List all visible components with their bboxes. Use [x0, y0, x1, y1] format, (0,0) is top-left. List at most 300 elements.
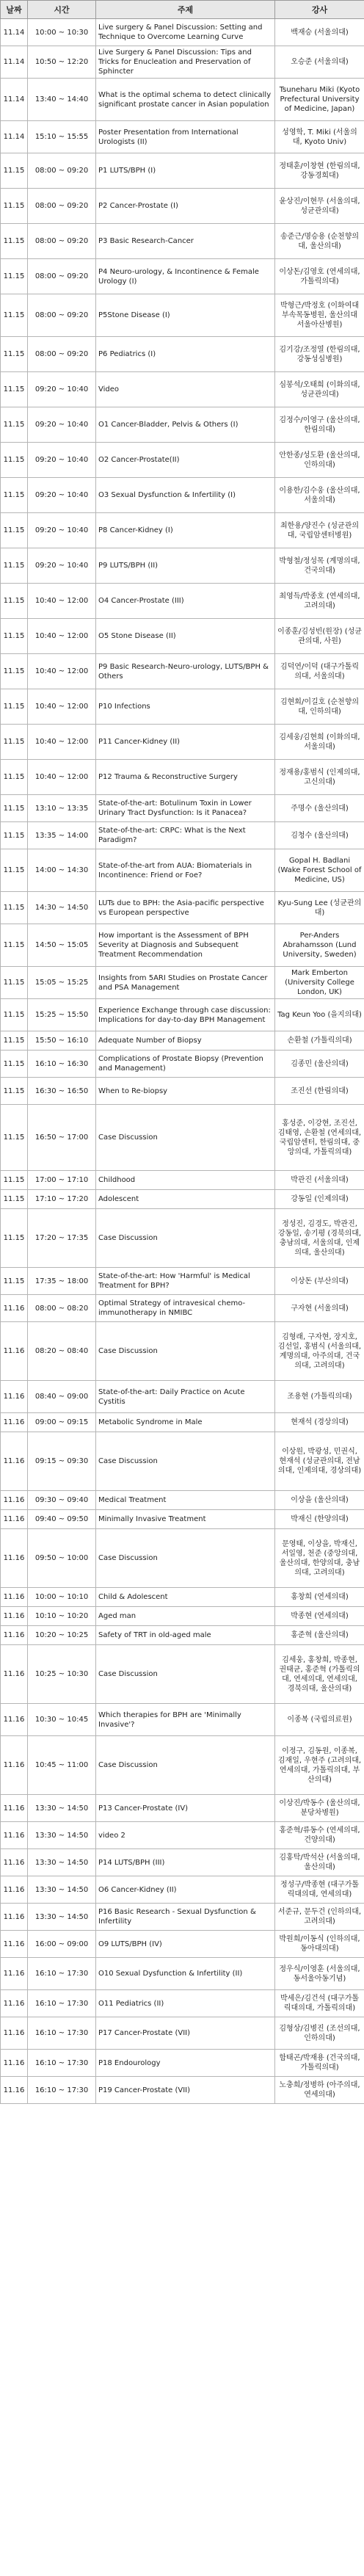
speaker-cell: 노충희/정병하 (아주의대, 연세의대) — [275, 2077, 364, 2104]
topic-cell: P14 LUTS/BPH (III) — [96, 1849, 275, 1876]
speaker-cell: Per-Anders Abrahamsson (Lund University, Sweden) — [275, 924, 364, 967]
speaker-cell: 김홍탁/박석산 (서울의대, 울산의대) — [275, 1849, 364, 1876]
date-cell: 11.15 — [1, 924, 28, 967]
topic-cell: P8 Cancer-Kidney (I) — [96, 513, 275, 548]
table-row — [1, 548, 364, 584]
date-cell: 11.16 — [1, 1432, 28, 1491]
topic-cell: O11 Pediatrics (II) — [96, 1990, 275, 2017]
table-row — [1, 294, 364, 337]
speaker-cell: 최영득/박종호 (연세의대, 고려의대) — [275, 584, 364, 619]
date-cell: 11.15 — [1, 999, 28, 1031]
time-cell: 16:10 ~ 17:30 — [28, 1990, 96, 2017]
topic-cell: When to Re-biopsy — [96, 1078, 275, 1105]
table-row — [1, 1322, 364, 1381]
date-cell: 11.16 — [1, 2017, 28, 2050]
topic-cell: Which therapies for BPH are 'Minimally Invasive'? — [96, 1704, 275, 1736]
time-cell: 08:00 ~ 09:20 — [28, 224, 96, 259]
table-row — [1, 478, 364, 513]
topic-cell: Medical Treatment — [96, 1491, 275, 1510]
table-row — [1, 153, 364, 189]
speaker-cell: 정재용/홍범식 (인제의대, 고신의대) — [275, 760, 364, 795]
speaker-cell: Gopal H. Badlani (Wake Forest School of Medicine, US) — [275, 849, 364, 892]
topic-cell: Childhood — [96, 1171, 275, 1190]
table-row — [1, 513, 364, 548]
speaker-cell: 오승준 (서울의대) — [275, 46, 364, 79]
speaker-cell: 정성구/박종현 (대구가톨릭대의대, 연세의대) — [275, 1876, 364, 1904]
date-cell: 11.15 — [1, 725, 28, 760]
topic-cell: What is the optimal schema to detect clinically significant prostate cancer in Asian population — [96, 79, 275, 121]
table-row — [1, 19, 364, 46]
topic-cell: O6 Cancer-Kidney (II) — [96, 1876, 275, 1904]
date-cell: 11.15 — [1, 224, 28, 259]
speaker-cell: 이상돈 (부산의대) — [275, 1268, 364, 1295]
table-row — [1, 1876, 364, 1904]
time-cell: 08:00 ~ 09:20 — [28, 337, 96, 372]
topic-cell: video 2 — [96, 1822, 275, 1849]
date-cell: 11.15 — [1, 584, 28, 619]
table-row — [1, 1268, 364, 1295]
table-row — [1, 1105, 364, 1171]
date-cell: 11.16 — [1, 2050, 28, 2077]
date-cell: 11.15 — [1, 892, 28, 924]
table-row — [1, 1795, 364, 1822]
topic-cell: Child & Adolescent — [96, 1588, 275, 1607]
speaker-cell: 홍준혁/류동수 (연세의대, 건양의대) — [275, 1822, 364, 1849]
date-cell: 11.15 — [1, 153, 28, 189]
time-cell: 14:00 ~ 14:30 — [28, 849, 96, 892]
speaker-cell: 심봉석/오태희 (이화의대, 성균관의대) — [275, 372, 364, 407]
speaker-cell: 주명수 (울산의대) — [275, 795, 364, 822]
time-cell: 17:00 ~ 17:10 — [28, 1171, 96, 1190]
topic-cell: How important is the Assessment of BPH Severity at Diagnosis and Subsequent Treatment Recommendation — [96, 924, 275, 967]
time-cell: 09:20 ~ 10:40 — [28, 443, 96, 478]
table-row — [1, 760, 364, 795]
time-cell: 15:10 ~ 15:55 — [28, 121, 96, 153]
table-row — [1, 1209, 364, 1268]
time-cell: 13:30 ~ 14:50 — [28, 1849, 96, 1876]
topic-cell: P3 Basic Research-Cancer — [96, 224, 275, 259]
topic-cell: Aged man — [96, 1607, 275, 1626]
table-row — [1, 337, 364, 372]
table-row — [1, 1051, 364, 1078]
topic-cell: P5Stone Disease (I) — [96, 294, 275, 337]
topic-cell: P13 Cancer-Prostate (IV) — [96, 1795, 275, 1822]
time-cell: 10:10 ~ 10:20 — [28, 1607, 96, 1626]
topic-cell: P19 Cancer-Prostate (VII) — [96, 2077, 275, 2104]
table-row — [1, 1822, 364, 1849]
speaker-cell: 송준근/명승용 (순천향의대, 울산의대) — [275, 224, 364, 259]
time-cell: 09:50 ~ 10:00 — [28, 1529, 96, 1588]
time-cell: 09:20 ~ 10:40 — [28, 478, 96, 513]
date-cell: 11.15 — [1, 189, 28, 224]
time-cell: 16:10 ~ 17:30 — [28, 2050, 96, 2077]
date-cell: 11.15 — [1, 443, 28, 478]
table-row — [1, 654, 364, 689]
table-row — [1, 619, 364, 654]
table-row — [1, 584, 364, 619]
speaker-cell: 정성진, 김경도, 박관진, 강동일, 송기평 (경북의대, 충남의대, 서울의대, 인제의대, 울산의대) — [275, 1209, 364, 1268]
speaker-cell: 구자현 (서울의대) — [275, 1295, 364, 1322]
header-time: 시간 — [28, 1, 96, 19]
date-cell: 11.15 — [1, 407, 28, 443]
time-cell: 10:20 ~ 10:25 — [28, 1626, 96, 1645]
time-cell: 08:00 ~ 09:20 — [28, 189, 96, 224]
topic-cell: P18 Endourology — [96, 2050, 275, 2077]
table-row — [1, 1990, 364, 2017]
speaker-cell: 김형래, 구자현, 장지호, 김선일, 홍범식 (서울의대, 계명의대, 아주의대, 건국의대, 고려의대) — [275, 1322, 364, 1381]
topic-cell: Metabolic Syndrome in Male — [96, 1413, 275, 1432]
topic-cell: Case Discussion — [96, 1105, 275, 1171]
speaker-cell: 정우식/이영훈 (서울의대, 동서울아동기념) — [275, 1958, 364, 1990]
topic-cell: Case Discussion — [96, 1645, 275, 1704]
time-cell: 16:50 ~ 17:00 — [28, 1105, 96, 1171]
table-row — [1, 967, 364, 999]
date-cell: 11.16 — [1, 1413, 28, 1432]
date-cell: 11.15 — [1, 1268, 28, 1295]
speaker-cell: 김정수/이영구 (울산의대, 한림의대) — [275, 407, 364, 443]
topic-cell: Adolescent — [96, 1190, 275, 1209]
time-cell: 10:40 ~ 12:00 — [28, 760, 96, 795]
topic-cell: Optimal Strategy of intravesical chemo-immunotherapy in NMIBC — [96, 1295, 275, 1322]
topic-cell: P12 Trauma & Reconstructive Surgery — [96, 760, 275, 795]
time-cell: 14:30 ~ 14:50 — [28, 892, 96, 924]
table-row — [1, 1295, 364, 1322]
date-cell: 11.16 — [1, 1931, 28, 1958]
topic-cell: O9 LUTS/BPH (IV) — [96, 1931, 275, 1958]
time-cell: 15:50 ~ 16:10 — [28, 1031, 96, 1051]
date-cell: 11.15 — [1, 1051, 28, 1078]
topic-cell: P6 Pediatrics (I) — [96, 337, 275, 372]
topic-cell: LUTs due to BPH: the Asia-pacific perspective vs European perspective — [96, 892, 275, 924]
table-row — [1, 1958, 364, 1990]
time-cell: 08:00 ~ 09:20 — [28, 153, 96, 189]
speaker-cell: 홍창희 (연세의대) — [275, 1588, 364, 1607]
table-row — [1, 725, 364, 760]
time-cell: 13:40 ~ 14:40 — [28, 79, 96, 121]
date-cell: 11.15 — [1, 689, 28, 725]
topic-cell: O5 Stone Disease (II) — [96, 619, 275, 654]
speaker-cell: 현재석 (경상의대) — [275, 1413, 364, 1432]
time-cell: 09:20 ~ 10:40 — [28, 548, 96, 584]
speaker-cell: 정태훈/이창현 (한림의대, 강동경희대) — [275, 153, 364, 189]
speaker-cell: 이정구, 김동원, 이종복, 김재일, 우현주 (고려의대, 연세의대, 가톨릭의대, 부산의대) — [275, 1736, 364, 1795]
speaker-cell: 이종훈/김성빈(원장) (성균관의대, 사원) — [275, 619, 364, 654]
topic-cell: Experience Exchange through case discussion: Implications for day-to-day BPH Management — [96, 999, 275, 1031]
date-cell: 11.16 — [1, 1607, 28, 1626]
header-speaker: 강사 — [275, 1, 364, 19]
table-row — [1, 121, 364, 153]
table-row — [1, 443, 364, 478]
time-cell: 14:50 ~ 15:05 — [28, 924, 96, 967]
time-cell: 09:20 ~ 10:40 — [28, 407, 96, 443]
topic-cell: O1 Cancer-Bladder, Pelvis & Others (I) — [96, 407, 275, 443]
date-cell: 11.16 — [1, 1822, 28, 1849]
speaker-cell: 이용한/김수웅 (울산의대, 서울의대) — [275, 478, 364, 513]
speaker-cell: 이종복 (국립의료원) — [275, 1704, 364, 1736]
date-cell: 11.15 — [1, 760, 28, 795]
time-cell: 17:35 ~ 18:00 — [28, 1268, 96, 1295]
time-cell: 08:00 ~ 09:20 — [28, 294, 96, 337]
date-cell: 11.16 — [1, 2077, 28, 2104]
time-cell: 09:30 ~ 09:40 — [28, 1491, 96, 1510]
date-cell: 11.16 — [1, 1704, 28, 1736]
table-row — [1, 924, 364, 967]
table-row — [1, 2050, 364, 2077]
topic-cell: State-of-the-art: CRPC: What is the Next Paradigm? — [96, 822, 275, 849]
date-cell: 11.15 — [1, 513, 28, 548]
speaker-cell: 조용현 (가톨릭의대) — [275, 1381, 364, 1413]
table-row — [1, 189, 364, 224]
time-cell: 16:10 ~ 16:30 — [28, 1051, 96, 1078]
speaker-cell: 문영태, 이상을, 박재신, 서일영, 천준 (중앙의대, 울산의대, 한양의대, 충남의대, 고려의대) — [275, 1529, 364, 1588]
topic-cell: P17 Cancer-Prostate (VII) — [96, 2017, 275, 2050]
time-cell: 10:00 ~ 10:10 — [28, 1588, 96, 1607]
time-cell: 10:50 ~ 12:20 — [28, 46, 96, 79]
date-cell: 11.15 — [1, 372, 28, 407]
speaker-cell: 강동일 (인제의대) — [275, 1190, 364, 1209]
time-cell: 09:40 ~ 09:50 — [28, 1510, 96, 1529]
topic-cell: Complications of Prostate Biopsy (Prevention and Management) — [96, 1051, 275, 1078]
speaker-cell: 성영학, T. Miki (서울의대, Kyoto Univ) — [275, 121, 364, 153]
topic-cell: Poster Presentation from International Urologists (II) — [96, 121, 275, 153]
time-cell: 10:40 ~ 12:00 — [28, 654, 96, 689]
time-cell: 10:45 ~ 11:00 — [28, 1736, 96, 1795]
date-cell: 11.16 — [1, 1510, 28, 1529]
topic-cell: Video — [96, 372, 275, 407]
time-cell: 17:20 ~ 17:35 — [28, 1209, 96, 1268]
table-row — [1, 892, 364, 924]
time-cell: 10:30 ~ 10:45 — [28, 1704, 96, 1736]
speaker-cell: 박관진 (서울의대) — [275, 1171, 364, 1190]
speaker-cell: 박세은/김건석 (대구가톨릭대의대, 가톨릭의대) — [275, 1990, 364, 2017]
header-topic: 주제 — [96, 1, 275, 19]
speaker-cell: 안한종/성도환 (울산의대, 인하의대) — [275, 443, 364, 478]
date-cell: 11.16 — [1, 1491, 28, 1510]
topic-cell: Insights from 5ARI Studies on Prostate Cancer and PSA Management — [96, 967, 275, 999]
time-cell: 16:10 ~ 17:30 — [28, 2017, 96, 2050]
time-cell: 10:40 ~ 12:00 — [28, 584, 96, 619]
date-cell: 11.15 — [1, 294, 28, 337]
date-cell: 11.16 — [1, 1626, 28, 1645]
topic-cell: P16 Basic Research - Sexual Dysfunction & Infertility — [96, 1904, 275, 1931]
date-cell: 11.16 — [1, 1904, 28, 1931]
topic-cell: Live surgery & Panel Discussion: Setting and Technique to Overcome Learning Curve — [96, 19, 275, 46]
time-cell: 09:00 ~ 09:15 — [28, 1413, 96, 1432]
table-row — [1, 795, 364, 822]
topic-cell: O2 Cancer-Prostate(II) — [96, 443, 275, 478]
table-row — [1, 689, 364, 725]
speaker-cell: 박형철/정성목 (계명의대, 건국의대) — [275, 548, 364, 584]
time-cell: 10:40 ~ 12:00 — [28, 725, 96, 760]
date-cell: 11.15 — [1, 619, 28, 654]
time-cell: 16:10 ~ 17:30 — [28, 1958, 96, 1990]
table-row — [1, 1607, 364, 1626]
table-row — [1, 1171, 364, 1190]
topic-cell: Safety of TRT in old-aged male — [96, 1626, 275, 1645]
speaker-cell: 김세웅/김현희 (이화의대, 서울의대) — [275, 725, 364, 760]
table-row — [1, 1704, 364, 1736]
table-row — [1, 999, 364, 1031]
time-cell: 13:30 ~ 14:50 — [28, 1904, 96, 1931]
date-cell: 11.15 — [1, 548, 28, 584]
speaker-cell: 박형근/박정호 (이화여대부속목동병원, 울산의대 서울아산병원) — [275, 294, 364, 337]
topic-cell: O3 Sexual Dysfunction & Infertility (I) — [96, 478, 275, 513]
table-row — [1, 1529, 364, 1588]
time-cell: 08:20 ~ 08:40 — [28, 1322, 96, 1381]
topic-cell: Case Discussion — [96, 1432, 275, 1491]
topic-cell: O4 Cancer-Prostate (III) — [96, 584, 275, 619]
speaker-cell: Tag Keun Yoo (을지의대) — [275, 999, 364, 1031]
topic-cell: P1 LUTS/BPH (I) — [96, 153, 275, 189]
header-row — [1, 1, 364, 19]
date-cell: 11.16 — [1, 1295, 28, 1322]
date-cell: 11.16 — [1, 1588, 28, 1607]
speaker-cell: 박재신 (한양의대) — [275, 1510, 364, 1529]
table-row — [1, 849, 364, 892]
speaker-cell: 김덕연/이덕 (대구가톨릭의대, 서울의대) — [275, 654, 364, 689]
table-row — [1, 1588, 364, 1607]
time-cell: 16:30 ~ 16:50 — [28, 1078, 96, 1105]
table-row — [1, 46, 364, 79]
speaker-cell: 김청수 (울산의대) — [275, 822, 364, 849]
speaker-cell: 김형상/김병진 (조선의대, 인하의대) — [275, 2017, 364, 2050]
speaker-cell: 박종현 (연세의대) — [275, 1607, 364, 1626]
speaker-cell: 최한용/양진수 (성균관의대, 국립암센터병원) — [275, 513, 364, 548]
date-cell: 11.14 — [1, 121, 28, 153]
table-row — [1, 1736, 364, 1795]
topic-cell: P10 Infections — [96, 689, 275, 725]
speaker-cell: 김종민 (울산의대) — [275, 1051, 364, 1078]
table-row — [1, 224, 364, 259]
date-cell: 11.16 — [1, 1990, 28, 2017]
table-row — [1, 1190, 364, 1209]
table-row — [1, 1510, 364, 1529]
date-cell: 11.16 — [1, 1322, 28, 1381]
topic-cell: P2 Cancer-Prostate (I) — [96, 189, 275, 224]
header-date: 날짜 — [1, 1, 28, 19]
date-cell: 11.14 — [1, 79, 28, 121]
table-row — [1, 407, 364, 443]
time-cell: 16:00 ~ 09:00 — [28, 1931, 96, 1958]
topic-cell: Case Discussion — [96, 1736, 275, 1795]
time-cell: 10:40 ~ 12:00 — [28, 619, 96, 654]
time-cell: 16:10 ~ 17:30 — [28, 2077, 96, 2104]
topic-cell: Adequate Number of Biopsy — [96, 1031, 275, 1051]
speaker-cell: Kyu-Sung Lee (성균관의대) — [275, 892, 364, 924]
time-cell: 13:30 ~ 14:50 — [28, 1822, 96, 1849]
time-cell: 13:30 ~ 14:50 — [28, 1795, 96, 1822]
time-cell: 10:00 ~ 10:30 — [28, 19, 96, 46]
table-row — [1, 2077, 364, 2104]
table-row — [1, 79, 364, 121]
table-row — [1, 1432, 364, 1491]
table-row — [1, 1078, 364, 1105]
topic-cell: State-of-the-art: Botulinum Toxin in Lower Urinary Tract Dysfunction: Is it Panacea? — [96, 795, 275, 822]
date-cell: 11.15 — [1, 1031, 28, 1051]
topic-cell: Case Discussion — [96, 1322, 275, 1381]
time-cell: 17:10 ~ 17:20 — [28, 1190, 96, 1209]
topic-cell: P4 Neuro-urology, & Incontinence & Female Urology (I) — [96, 259, 275, 294]
topic-cell: O10 Sexual Dysfunction & Infertility (II) — [96, 1958, 275, 1990]
date-cell: 11.15 — [1, 337, 28, 372]
table-row — [1, 1381, 364, 1413]
table-row — [1, 1645, 364, 1704]
date-cell: 11.16 — [1, 1736, 28, 1795]
date-cell: 11.16 — [1, 1958, 28, 1990]
date-cell: 11.15 — [1, 1190, 28, 1209]
speaker-cell: 홍성준, 이강현, 조진선, 김태영, 손환철 (연세의대, 국립암센터, 한림의대, 중앙의대, 가톨릭의대) — [275, 1105, 364, 1171]
table-row — [1, 822, 364, 849]
date-cell: 11.15 — [1, 478, 28, 513]
table-row — [1, 1031, 364, 1051]
table-row — [1, 372, 364, 407]
date-cell: 11.15 — [1, 1171, 28, 1190]
topic-cell: State-of-the-art from AUA: Biomaterials in Incontinence: Friend or Foe? — [96, 849, 275, 892]
time-cell: 10:25 ~ 10:30 — [28, 1645, 96, 1704]
table-row — [1, 1413, 364, 1432]
date-cell: 11.16 — [1, 1849, 28, 1876]
speaker-cell: 김현회/이길호 (순천향의대, 인하의대) — [275, 689, 364, 725]
speaker-cell: 이상을 (울산의대) — [275, 1491, 364, 1510]
date-cell: 11.15 — [1, 259, 28, 294]
topic-cell: Live Surgery & Panel Discussion: Tips and Tricks for Enucleation and Preservation of Sphincter — [96, 46, 275, 79]
table-row — [1, 1491, 364, 1510]
speaker-cell: 이상돈/김영호 (연세의대, 가톨릭의대) — [275, 259, 364, 294]
time-cell: 10:40 ~ 12:00 — [28, 689, 96, 725]
time-cell: 13:10 ~ 13:35 — [28, 795, 96, 822]
speaker-cell: 김세웅, 홍창희, 박종현, 권태균, 홍준혁 (가톨릭의대, 연세의대, 연세의대, 경북의대, 울산의대) — [275, 1645, 364, 1704]
time-cell: 09:20 ~ 10:40 — [28, 372, 96, 407]
speaker-cell: 윤상진/이현무 (서울의대, 성균관의대) — [275, 189, 364, 224]
date-cell: 11.15 — [1, 849, 28, 892]
table-row — [1, 1904, 364, 1931]
topic-cell: State-of-the-art: How 'Harmful' is Medical Treatment for BPH? — [96, 1268, 275, 1295]
date-cell: 11.14 — [1, 46, 28, 79]
date-cell: 11.16 — [1, 1529, 28, 1588]
table-row — [1, 1931, 364, 1958]
speaker-cell: 함태곤/박재용 (건국의대, 가톨릭의대) — [275, 2050, 364, 2077]
time-cell: 13:30 ~ 14:50 — [28, 1876, 96, 1904]
table-row — [1, 259, 364, 294]
speaker-cell: 손환철 (가톨릭의대) — [275, 1031, 364, 1051]
topic-cell: State-of-the-art: Daily Practice on Acute Cystitis — [96, 1381, 275, 1413]
time-cell: 09:20 ~ 10:40 — [28, 513, 96, 548]
date-cell: 11.16 — [1, 1381, 28, 1413]
speaker-cell: 조진선 (한림의대) — [275, 1078, 364, 1105]
speaker-cell: 이상진/박동수 (울산의대, 분당차병원) — [275, 1795, 364, 1822]
date-cell: 11.16 — [1, 1876, 28, 1904]
date-cell: 11.14 — [1, 19, 28, 46]
topic-cell: P9 Basic Research-Neuro-urology, LUTS/BPH & Others — [96, 654, 275, 689]
date-cell: 11.16 — [1, 1795, 28, 1822]
time-cell: 08:40 ~ 09:00 — [28, 1381, 96, 1413]
date-cell: 11.15 — [1, 822, 28, 849]
topic-cell: Case Discussion — [96, 1529, 275, 1588]
speaker-cell: 이상원, 박광성, 민권식, 현재석 (성균관의대, 전남의대, 인제의대, 경상의대) — [275, 1432, 364, 1491]
topic-cell: Minimally Invasive Treatment — [96, 1510, 275, 1529]
table-row — [1, 2017, 364, 2050]
time-cell: 08:00 ~ 09:20 — [28, 259, 96, 294]
time-cell: 09:15 ~ 09:30 — [28, 1432, 96, 1491]
table-body — [1, 19, 364, 2104]
speaker-cell: 박원희/이동식 (인하의대, 동아대의대) — [275, 1931, 364, 1958]
date-cell: 11.16 — [1, 1645, 28, 1704]
date-cell: 11.15 — [1, 795, 28, 822]
time-cell: 13:35 ~ 14:00 — [28, 822, 96, 849]
speaker-cell: 백재승 (서울의대) — [275, 19, 364, 46]
date-cell: 11.15 — [1, 654, 28, 689]
speaker-cell: 김기강/조정열 (한림의대, 강동성심병원) — [275, 337, 364, 372]
